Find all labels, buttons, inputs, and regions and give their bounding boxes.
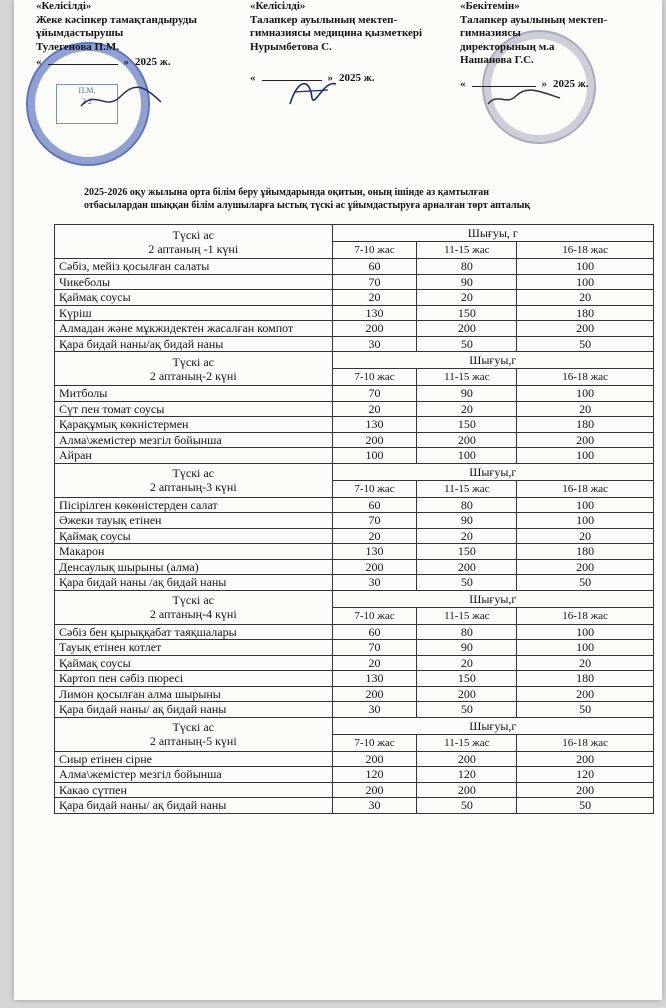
dish-name: Макарон [55, 544, 333, 560]
day-title-line: Түскі ас [172, 227, 215, 242]
portion-value: 50 [517, 702, 654, 718]
portion-value: 150 [417, 671, 517, 687]
dish-name: Күріш [55, 305, 333, 321]
portion-value: 90 [417, 386, 517, 402]
portion-value: 90 [417, 513, 517, 529]
dish-name: Қара бидай наны/ ақ бидай наны [55, 702, 333, 718]
portion-value: 60 [332, 259, 417, 275]
day-title-line: 2 аптаның-3 күні [149, 480, 237, 494]
portion-value: 100 [517, 274, 654, 290]
day-header-row [55, 352, 654, 369]
portion-value: 150 [417, 417, 517, 433]
dish-name: Денсаулық шырыны (алма) [55, 559, 333, 575]
portion-value: 50 [417, 702, 517, 718]
age-group-header: 11-15 жас [417, 480, 517, 497]
portion-value: 200 [417, 782, 517, 798]
portion-value: 20 [417, 655, 517, 671]
portion-value: 200 [517, 559, 654, 575]
portion-value: 150 [417, 544, 517, 560]
dish-name: Пісірілген көкөністерден салат [55, 497, 333, 513]
output-header: Шығуы,г [332, 352, 653, 369]
approval-line: гимназиясы [460, 27, 521, 39]
dish-name: Қарақұмық көкністермен [55, 417, 333, 433]
portion-value: 30 [332, 702, 417, 718]
day-title-line: 2 аптаның-5 күні [149, 734, 237, 748]
table-row [55, 702, 654, 718]
approval-line: директорының м.а [460, 40, 555, 53]
portion-value: 130 [332, 417, 417, 433]
approval-block-left [36, 0, 236, 70]
day-title-line: Түскі ас [172, 593, 215, 607]
portion-value: 100 [517, 259, 654, 275]
table-row [55, 305, 654, 321]
dish-name: Сәбіз, мейіз қосылған салаты [55, 259, 333, 275]
portion-value: 200 [332, 432, 417, 448]
output-header: Шығуы,г [332, 717, 653, 734]
portion-value: 50 [517, 575, 654, 591]
portion-value: 20 [517, 401, 654, 417]
dish-name: Сиыр етінен сірне [55, 751, 333, 767]
table-row [55, 782, 654, 798]
portion-value: 90 [417, 640, 517, 656]
portion-value: 20 [417, 290, 517, 306]
portion-value: 150 [417, 305, 517, 321]
approval-date: « » 2025 ж. [36, 56, 171, 68]
table-row [55, 448, 654, 464]
portion-value: 20 [417, 401, 517, 417]
title-line: отбасылардан шыққан білім алушыларға ыстық түскі ас ұйымдастыруға арналған төрт апталық [84, 200, 531, 211]
portion-value: 130 [332, 671, 417, 687]
portion-value: 200 [417, 321, 517, 337]
portion-value: 80 [417, 497, 517, 513]
table-row [55, 386, 654, 402]
portion-value: 200 [332, 321, 417, 337]
day-title [55, 225, 333, 259]
portion-value: 50 [417, 336, 517, 352]
portion-value: 70 [332, 513, 417, 529]
portion-value: 20 [417, 528, 517, 544]
age-group-header: 7-10 жас [332, 480, 417, 497]
approval-line: гимназиясы медицина қызметкері [250, 27, 423, 39]
portion-value: 60 [332, 624, 417, 640]
table-row [55, 321, 654, 337]
age-group-header: 11-15 жас [417, 607, 517, 624]
day-title [55, 590, 333, 624]
portion-value: 120 [332, 767, 417, 783]
table-row [55, 336, 654, 352]
portion-value: 200 [517, 432, 654, 448]
approval-block-middle [250, 0, 460, 86]
dish-name: Чикеболы [55, 274, 333, 290]
portion-value: 200 [417, 432, 517, 448]
table-row [55, 544, 654, 560]
table-row [55, 751, 654, 767]
dish-name: Сүт пен томат соусы [55, 401, 333, 417]
day-title-line: Түскі ас [172, 466, 215, 480]
portion-value: 100 [417, 448, 517, 464]
age-group-header: 7-10 жас [332, 734, 417, 751]
day-header-row [55, 225, 654, 242]
portion-value: 50 [417, 575, 517, 591]
approval-date: « » 2025 ж. [250, 72, 375, 84]
dish-name: Алма\жемістер мезгіл бойынша [55, 767, 333, 783]
portion-value: 30 [332, 798, 417, 814]
dish-name: Қаймақ соусы [55, 655, 333, 671]
title-line: 2025-2026 оқу жылына орта білім беру ұйымдарында оқитын, оның ішінде аз қамтылған [84, 187, 489, 198]
table-row [55, 655, 654, 671]
output-header: Шығуы, г [332, 225, 653, 242]
day-title-line: Түскі ас [172, 354, 215, 369]
approval-line: Тулегенова П.М. [36, 40, 119, 53]
signature-1-icon [76, 84, 166, 114]
portion-value: 50 [517, 798, 654, 814]
table-row [55, 259, 654, 275]
portion-value: 20 [332, 290, 417, 306]
table-row [55, 274, 654, 290]
portion-value: 20 [332, 655, 417, 671]
dish-name: Айран [55, 448, 333, 464]
day-title-line: 2 аптаның-4 күні [149, 607, 237, 621]
table-row [55, 624, 654, 640]
output-header: Шығуы,г [332, 463, 653, 480]
day-title [55, 463, 333, 497]
portion-value: 60 [332, 497, 417, 513]
dish-name: Қаймақ соусы [55, 290, 333, 306]
stamp-text: П.М. [78, 86, 96, 95]
portion-value: 20 [517, 290, 654, 306]
dish-name: Картоп пен сәбіз пюресі [55, 671, 333, 687]
table-row [55, 513, 654, 529]
dish-name: Какао сүтпен [55, 782, 333, 798]
portion-value: 130 [332, 544, 417, 560]
day-title [55, 352, 333, 386]
dish-name: Қара бидай наны/ ақ бидай наны [55, 798, 333, 814]
portion-value: 200 [332, 686, 417, 702]
portion-value: 180 [517, 671, 654, 687]
table-row [55, 497, 654, 513]
document-title [84, 186, 624, 212]
document-page [14, 0, 662, 1000]
dish-name: Лимон қосылған алма шырыны [55, 686, 333, 702]
portion-value: 70 [332, 386, 417, 402]
portion-value: 70 [332, 640, 417, 656]
age-group-header: 7-10 жас [332, 369, 417, 386]
portion-value: 30 [332, 575, 417, 591]
portion-value: 100 [332, 448, 417, 464]
day-title-line: Түскі ас [172, 720, 215, 734]
age-group-header: 16-18 жас [517, 369, 654, 386]
age-group-header: 16-18 жас [517, 734, 654, 751]
table-row [55, 559, 654, 575]
approval-line: Жеке кәсіпкер тамақтандыруды [36, 13, 197, 26]
portion-value: 50 [417, 798, 517, 814]
portion-value: 180 [517, 417, 654, 433]
day-title [55, 717, 333, 751]
day-header-row [55, 590, 654, 607]
portion-value: 90 [417, 274, 517, 290]
approval-heading: «Бекітемін» [460, 0, 520, 12]
approval-heading: «Келісілді» [250, 0, 306, 12]
portion-value: 50 [517, 336, 654, 352]
dish-name: Тауық етінен котлет [55, 640, 333, 656]
table-row [55, 432, 654, 448]
day-header-row [55, 717, 654, 734]
portion-value: 30 [332, 336, 417, 352]
portion-value: 100 [517, 513, 654, 529]
age-group-header: 7-10 жас [332, 607, 417, 624]
dish-name: Митболы [55, 386, 333, 402]
approval-line: Нурымбетова С. [250, 40, 332, 53]
table-row [55, 671, 654, 687]
age-group-header: 11-15 жас [417, 734, 517, 751]
table-row [55, 798, 654, 814]
age-group-header: 16-18 жас [517, 607, 654, 624]
age-group-header: 11-15 жас [417, 242, 517, 259]
approval-line: Талапкер ауылының мектеп- [250, 13, 398, 26]
portion-value: 120 [417, 767, 517, 783]
portion-value: 80 [417, 259, 517, 275]
portion-value: 130 [332, 305, 417, 321]
table-row [55, 686, 654, 702]
day-title-line: 2 аптаның -1 күні [148, 241, 239, 256]
portion-value: 120 [517, 767, 654, 783]
portion-value: 100 [517, 448, 654, 464]
approval-line: Талапкер ауылының мектеп- [460, 13, 608, 26]
portion-value: 200 [517, 751, 654, 767]
dish-name: Алмадан және мұкжидектен жасалған компот [55, 321, 333, 337]
portion-value: 180 [517, 544, 654, 560]
dish-name: Алма\жемістер мезгіл бойынша [55, 432, 333, 448]
portion-value: 200 [332, 751, 417, 767]
portion-value: 200 [517, 321, 654, 337]
portion-value: 20 [332, 528, 417, 544]
table-row [55, 575, 654, 591]
day-title-line: 2 аптаның-2 күні [149, 368, 237, 383]
portion-value: 200 [517, 686, 654, 702]
portion-value: 180 [517, 305, 654, 321]
dish-name: Сәбіз бен қырыққабат таяқшалары [55, 624, 333, 640]
portion-value: 200 [417, 559, 517, 575]
portion-value: 200 [517, 782, 654, 798]
table-row [55, 767, 654, 783]
approval-line: ұйымдастырушы [36, 27, 124, 39]
age-group-header: 16-18 жас [517, 480, 654, 497]
portion-value: 20 [517, 655, 654, 671]
menu-table [54, 224, 654, 814]
portion-value: 200 [332, 782, 417, 798]
portion-value: 200 [417, 686, 517, 702]
table-row [55, 401, 654, 417]
stamp-text: 2 2 [82, 97, 92, 106]
approval-block-right [460, 0, 660, 91]
dish-name: Қара бидай наны /ақ бидай наны [55, 575, 333, 591]
age-group-header: 16-18 жас [517, 242, 654, 259]
approval-date: « » 2025 ж. [460, 77, 589, 90]
dish-name: Әжеки тауық етінен [55, 513, 333, 529]
portion-value: 80 [417, 624, 517, 640]
table-row [55, 290, 654, 306]
portion-value: 200 [332, 559, 417, 575]
approval-line: Нашанова Г.С. [460, 54, 534, 66]
portion-value: 200 [417, 751, 517, 767]
table-row [55, 528, 654, 544]
portion-value: 20 [332, 401, 417, 417]
day-header-row [55, 463, 654, 480]
dish-name: Қара бидай наны/ақ бидай наны [55, 336, 333, 352]
portion-value: 100 [517, 624, 654, 640]
table-row [55, 417, 654, 433]
table-row [55, 640, 654, 656]
age-group-header: 11-15 жас [417, 369, 517, 386]
output-header: Шығуы,г [332, 590, 653, 607]
portion-value: 100 [517, 640, 654, 656]
portion-value: 100 [517, 497, 654, 513]
portion-value: 20 [517, 528, 654, 544]
portion-value: 70 [332, 274, 417, 290]
age-group-header: 7-10 жас [332, 242, 417, 259]
dish-name: Қаймақ соусы [55, 528, 333, 544]
portion-value: 100 [517, 386, 654, 402]
approval-heading: «Келісілді» [36, 0, 92, 12]
